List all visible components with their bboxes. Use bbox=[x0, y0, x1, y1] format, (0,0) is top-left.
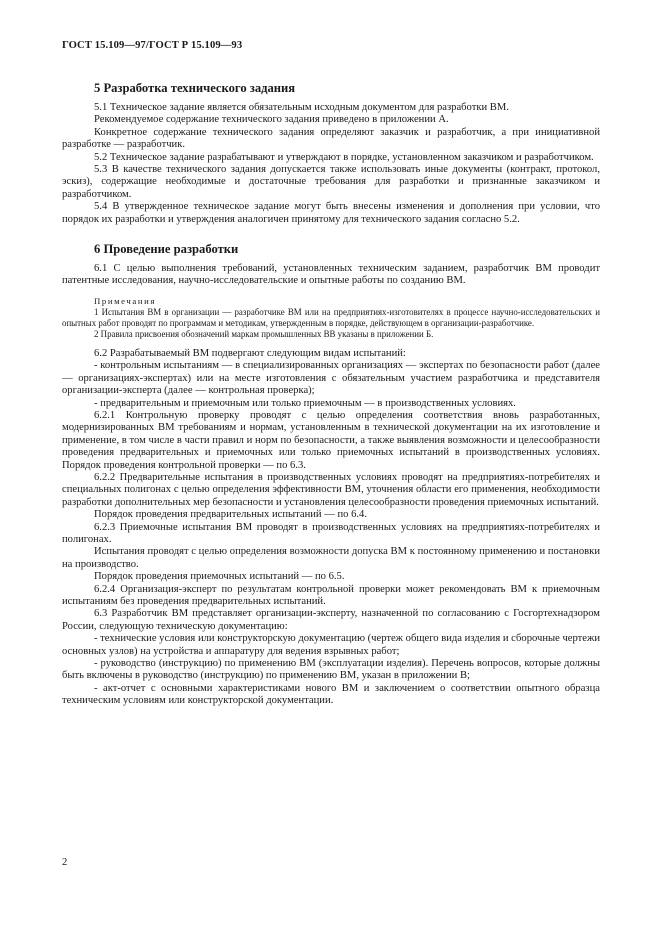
paragraph-5-4: 5.4 В утвержденное техническое задание могут быть внесены изменения и дополнения при условии, что порядок их разработки и утверждения аналогичен принятому для технического задания согласно 5.2. bbox=[62, 201, 600, 225]
paragraph-6-2-4: 6.2.4 Организация-эксперт по результатам контрольной проверки может рекомендовать ВМ к приемочным испытаниям без проведения предварительных испытаний. bbox=[62, 583, 600, 607]
paragraph-6-2-2-order: Порядок проведения предварительных испытаний — по 6.4. bbox=[94, 509, 367, 521]
paragraph-6-3: 6.3 Разработчик ВМ представляет организации-эксперту, назначенной по согласованию с Госгортехнадзором России, следующую техническую документацию: bbox=[62, 608, 600, 632]
document-page bbox=[62, 30, 600, 708]
note-2: 2 Правила присвоения обозначений маркам промышленных ВВ указаны в приложении Б. bbox=[94, 328, 434, 339]
list-item-report: - акт-отчет с основными характеристиками нового ВМ и заключением о соответствии опытного образца техническим условиям или конструкторской документации. bbox=[62, 682, 600, 707]
paragraph-6-2-3-purpose: Испытания проводят с целью определения возможности допуска ВМ к постоянному применению и постановки на производство. bbox=[62, 546, 600, 570]
page-number: 2 bbox=[62, 857, 68, 868]
document-header: ГОСТ 15.109—97/ГОСТ Р 15.109—93 bbox=[62, 40, 243, 51]
list-item-manual: - руководство (инструкцию) по применению ВМ (эксплуатации изделия). Перечень вопросов, которые должны быть включены в руководство (инструкцию) по применению ВМ, указан в приложении В; bbox=[62, 658, 600, 682]
list-item-control-tests: - контрольным испытаниям — в специализированных организациях — экспертах по безопасности работ (далее — организациях-экспертах) или на месте изготовления с обязательным участием разработчика и представителя организации-эксперта (далее — контрольная проверка); bbox=[62, 360, 600, 397]
notes-title: Примечания bbox=[94, 295, 156, 306]
paragraph-6-2-3: 6.2.3 Приемочные испытания ВМ проводят в производственных условиях на предприятиях-потребителях и полигонах. bbox=[62, 521, 600, 545]
paragraph-6-2-2: 6.2.2 Предварительные испытания в производственных условиях проводят на предприятиях-потребителях и специальных полигонах с целью определения эффективности ВМ, уточнения области его применения, необходимости разработки дополнительных мер безопасности и установления целесообразности проведения приемочных испытаний. bbox=[62, 471, 600, 508]
paragraph-6-2-3-order: Порядок проведения приемочных испытаний — по 6.5. bbox=[94, 571, 345, 583]
section-5-title: 5 Разработка технического задания bbox=[94, 81, 296, 95]
paragraph-5-1-c: Конкретное содержание технического задания определяют заказчик и разработчик, а при инициативной разработке — разработчик. bbox=[62, 126, 600, 151]
paragraph-5-2: 5.2 Техническое задание разрабатывают и утверждают в порядке, установленном заказчиком и разработчиком. bbox=[94, 151, 594, 163]
paragraph-5-3: 5.3 В качестве технического задания допускается также использовать иные документы (контракт, протокол, эскиз), содержащие необходимые и достаточные требования для разработки и признанные заказчиком и разработчиком. bbox=[62, 164, 600, 200]
note-1: 1 Испытания ВМ в организации — разработчике ВМ или на предприятиях-изготовителях в процессе научно-исследовательских и опытных работ проводят по программам и методикам, утвержденным в порядке, действующем в организации-разработчике. bbox=[62, 306, 600, 328]
list-item-preliminary-tests: - предварительным и приемочным или только приемочным — в производственных условиях. bbox=[94, 397, 516, 409]
paragraph-5-1-b: Рекомендуемое содержание технического задания приведено в приложении А. bbox=[94, 114, 449, 126]
paragraph-6-1: 6.1 С целью выполнения требований, установленных техническим заданием, разработчик ВМ проводит патентные исследования, научно-исследовательские и опытные работы по созданию ВМ. bbox=[62, 263, 600, 287]
paragraph-6-2: 6.2 Разрабатываемый ВМ подвергают следующим видам испытаний: bbox=[94, 347, 406, 359]
section-6-title: 6 Проведение разработки bbox=[94, 242, 239, 257]
list-item-technical-conditions: - технические условия или конструкторскую документацию (чертеж общего вида изделия и сборочные чертежи основных узлов) на устройства и аппаратуру для ведения взрывных работ; bbox=[62, 633, 600, 657]
paragraph-5-1: 5.1 Техническое задание является обязательным исходным документом для разработки ВМ. bbox=[94, 102, 509, 113]
paragraph-6-2-1: 6.2.1 Контрольную проверку проводят с целью определения соответствия вновь разработанных, модернизированных ВМ требованиям и нормам, установленным в технической документации на их изготовление и применение, в том числе в части правил и норм по безопасности, а также выявления возможности и целесообразности проведения предварительных и приемочных или только приемочных испытаний в производственных условиях. Порядок проведения контрольной проверки — по 6.3. bbox=[62, 409, 600, 471]
